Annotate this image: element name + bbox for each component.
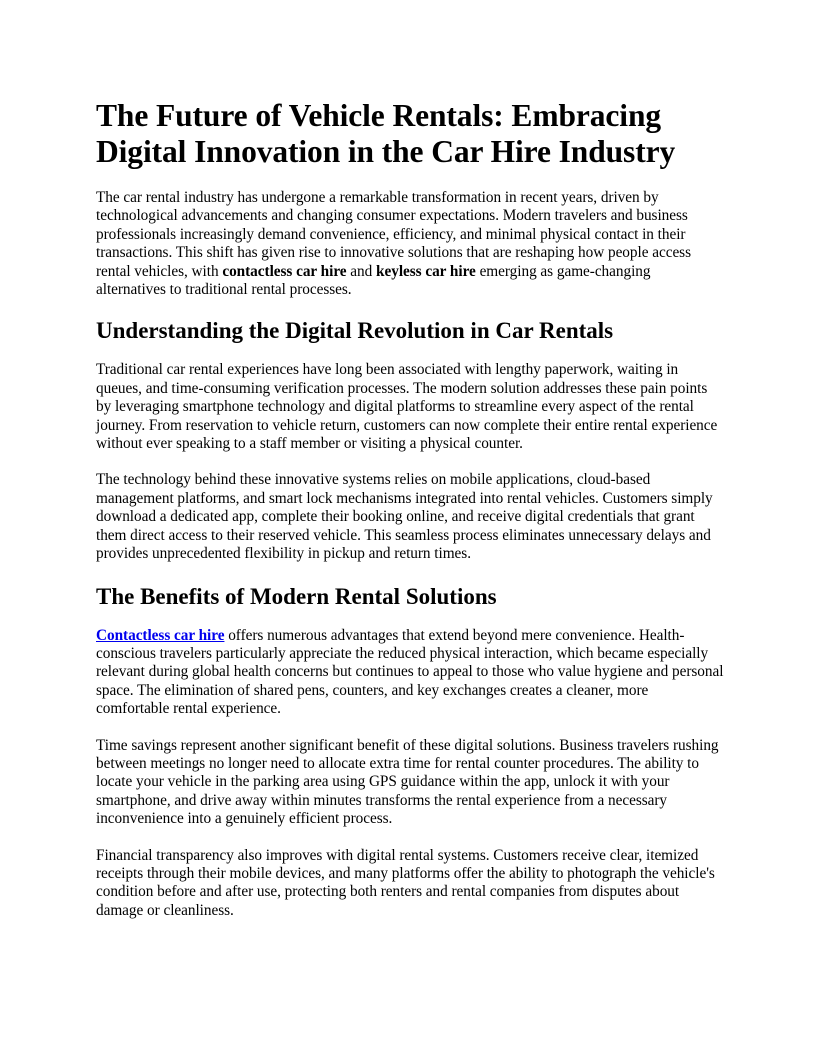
- article-title: The Future of Vehicle Rentals: Embracing Digital Innovation in the Car Hire Industry: [96, 98, 676, 169]
- section2-paragraph-2: Time savings represent another significant benefit of these digital solutions. Business travelers rushing between meetings no longer need to allocate extra time for rental counter procedures. The ability to locate your vehicle in the parking area using GPS guidance within the app, unlock it with your smartphone, and drive away within minutes transforms the rental experience from a necessary inconvenience into a genuinely efficient process.: [96, 736, 719, 828]
- section1-paragraph-1: Traditional car rental experiences have long been associated with lengthy paperwork, waiting in queues, and time-consuming verification processes. The modern solution addresses these pain points by leveraging smartphone technology and digital platforms to streamline every aspect of the rental journey. From reservation to vehicle return, customers can now complete their entire rental experience without ever speaking to a staff member or visiting a physical counter.: [96, 361, 718, 453]
- section1-paragraph-2: The technology behind these innovative systems relies on mobile applications, cloud-based management platforms, and smart lock mechanisms integrated into rental vehicles. Customers simply download a dedicated app, complete their booking online, and receive digital credentials that grant them direct access to their reserved vehicle. This seamless process eliminates unnecessary delays and provides unprecedented flexibility in pickup and return times.: [96, 471, 713, 563]
- intro-bold-keyless: keyless car hire: [376, 262, 476, 280]
- document-page: [96, 98, 724, 938]
- contactless-car-hire-link[interactable]: Contactless car hire: [96, 626, 225, 644]
- section1-heading: Understanding the Digital Revolution in Car Rentals: [96, 318, 614, 344]
- intro-text-3: emerging as game-changing alternatives to traditional rental processes.: [96, 262, 651, 299]
- section2-paragraph-1-text: offers numerous advantages that extend beyond mere convenience. Health-conscious travelers particularly appreciate the reduced physical interaction, which became especially relevant during global health concerns but continues to appeal to those who value hygiene and personal space. The elimination of shared pens, counters, and key exchanges creates a cleaner, more comfortable rental experience.: [96, 626, 724, 718]
- section2-heading: The Benefits of Modern Rental Solutions: [96, 583, 497, 609]
- intro-bold-contactless: contactless car hire: [222, 262, 347, 280]
- section2-paragraph-1: [96, 627, 724, 719]
- intro-text-1: The car rental industry has undergone a remarkable transformation in recent years, driven by technological advancements and changing consumer expectations. Modern travelers and business professionals increasingly demand convenience, efficiency, and minimal physical contact in their transactions. This shift has given rise to innovative solutions that are reshaping how people access rental vehicles, with: [96, 189, 691, 280]
- section2-paragraph-3: Financial transparency also improves with digital rental systems. Customers receive clear, itemized receipts through their mobile devices, and many platforms offer the ability to photograph the vehicle's condition before and after use, protecting both renters and rental companies from disputes about damage or cleanliness.: [96, 846, 715, 919]
- intro-text-2: and: [346, 262, 377, 280]
- intro-paragraph: [96, 189, 724, 299]
